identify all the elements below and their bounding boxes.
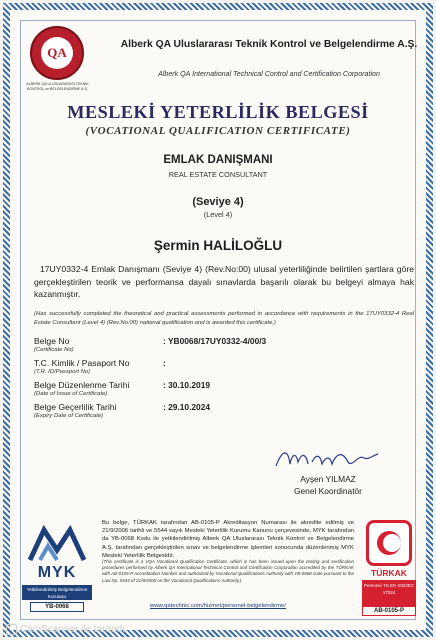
myk-name: MYK [37, 564, 77, 581]
field-certificate-no [34, 336, 414, 358]
handwritten-signature [272, 444, 382, 474]
field-issue-date [34, 380, 414, 402]
statement-en: (Has successfully completed the theoretical and practical assessments performed in accordance with requirements in the 17UY0332-4 Real Estate Consultant (Level 4) (Rev.No:00) national qualification and is awarded this certificate.) [34, 311, 414, 326]
alberk-qa-seal-logo [30, 26, 84, 80]
certificate-subtitle: (VOCATIONAL QUALIFICATION CERTIFICATE) [85, 125, 351, 137]
scanner-watermark [6, 624, 125, 635]
camscanner-icon [6, 624, 17, 635]
field-sublabel: (Expiry Date of Certificate) [34, 413, 104, 419]
field-value: : 29.10.2024 [163, 402, 211, 412]
field-expiry-date [34, 402, 414, 424]
field-label: T.C. Kimlik / Pasaport No [34, 358, 130, 368]
occupation-en: REAL ESTATE CONSULTANT [168, 170, 268, 179]
field-sublabel: (Certificate No) [34, 347, 74, 353]
footer-text-tr: Bu belge, TÜRKAK tarafından AB-0105-P Akreditasyon Numarası ile akredite edilmiş ve 21/9/2006 tarihli ve 5544 sayılı Mesleki Yeterlilik Kurumu Kanunu çerçevesinde, MYK tarafından da YB-0068 Kodu ile yetkilendirilmiş Alberk QA Uluslararası Teknik Kontrol ve Belgelendirme A.Ş. tarafından gerçekleştirilen sınav ve belgelendirme işlemleri sonucunda düzenlenmiş MYK Mesleki Yeterlilik Belgesidir. [102, 520, 354, 559]
issuer-name-tr: Alberk QA Uluslararası Teknik Kontrol ve Belgelendirme A.Ş. [120, 39, 418, 50]
signatory-title: Genel Koordinatör [294, 486, 362, 496]
turkak-name: TÜRKAK [371, 568, 407, 578]
statement-tr: 17UY0332-4 Emlak Danışmanı (Seviye 4) (Rev.No:00) ulusal yeterliliğinde belirtilen şartlara göre gerçekleştirilen teorik ve performansa dayalı sınavlarda başarılı olarak bu belgeyi almaya hak kazanmıştır. [34, 264, 414, 300]
field-sublabel: (Date of Issue of Certificate) [34, 391, 108, 397]
signatory-name: Ayşen YILMAZ [300, 474, 356, 484]
holder-name: Şermin HALİLOĞLU [153, 238, 283, 253]
certificate-title: MESLEKİ YETERLİLİK BELGESİ [67, 102, 369, 122]
footer-url-link[interactable]: www.qatechnic.com/hizmet/personel-belgelendirme/ [150, 603, 286, 609]
level-en: (Level 4) [203, 210, 233, 219]
myk-band: Yetkilendirilmiş Belgelendirme Kuruluşu [22, 585, 92, 600]
watermark-text: CamScanner ile tarandı [20, 624, 126, 635]
field-value: : YB0068/17UY0332-4/00/3 [163, 336, 267, 346]
occupation-tr: EMLAK DANIŞMANI [163, 154, 273, 166]
level-tr: (Seviye 4) [192, 196, 244, 208]
field-id-no [34, 358, 414, 380]
field-label: Belge Düzenlenme Tarihi [34, 380, 130, 390]
field-sublabel: (T.R. ID/Passport No) [34, 369, 91, 375]
footer-text-en: (This certificate is a VQA Vocational Qualification Certificate, which is has been issued upon the testing and certification procedures performed by Alberk QA International Technical Control and Certification Corporation accredited by the TÜRKAK with AB-0105-P Accreditation Number and authorized by Vocational Qualifications Authority with YB-0068 code pursuant to the Law No. 5544 of 21/9/2006 on the Vocational Qualifications Authority.) [102, 559, 354, 583]
seal-caption: ALBERK QA ULUSLARARASI TEKNİK KONTROL ve BELGELENDİRME A.Ş. [26, 82, 89, 91]
turkak-code: AB-0105-P [362, 606, 416, 616]
field-value: : 30.10.2019 [163, 380, 211, 390]
crescent-icon [366, 520, 412, 566]
issuer-name-en: Alberk QA International Technical Control and Certification Corporation [158, 70, 380, 78]
certificate-fields [34, 336, 414, 424]
seal-text: QA [41, 37, 73, 69]
field-label: Belge Geçerlilik Tarihi [34, 402, 117, 412]
field-label: Belge No [34, 336, 70, 346]
myk-code: YB-0068 [30, 602, 84, 612]
turkak-logo [362, 520, 416, 616]
turkak-box: Personel TS EN ISO/IEC 17024 [362, 580, 416, 606]
field-value: : [163, 358, 166, 368]
myk-mark-icon [26, 522, 88, 564]
